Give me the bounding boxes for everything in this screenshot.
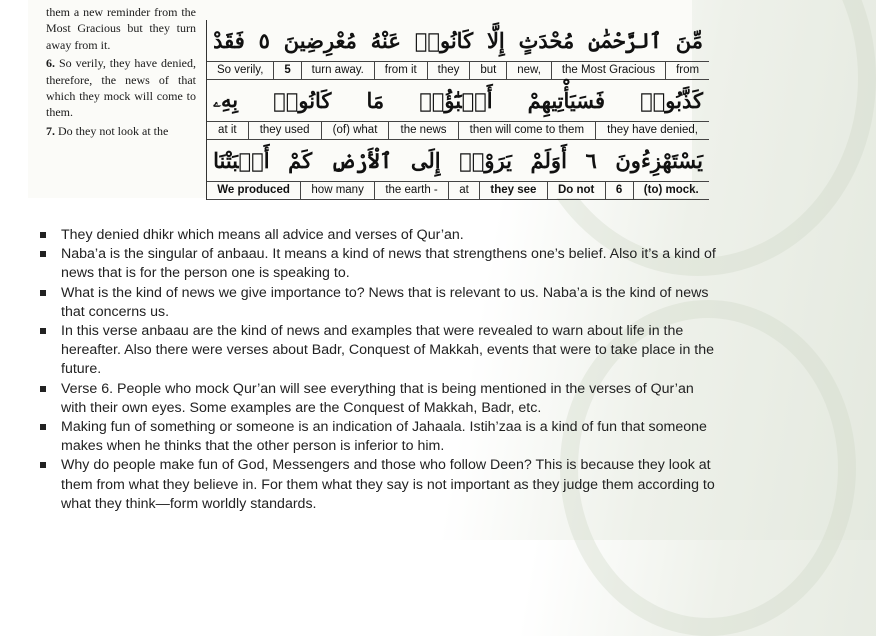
arabic-line-2 [207,80,709,120]
gloss-cell: the Most Gracious [551,62,665,79]
arabic-word: إِلَّا [486,27,505,53]
arabic-word: ٱلْأَرْضِ [330,147,393,173]
arabic-word: فَقَدْ [213,27,245,53]
gloss-cell: from [665,62,709,79]
gloss-cell: at it [218,124,237,136]
arabic-word: أَنۢبَتْنَا [213,147,270,173]
gloss-cell: Do not [547,182,605,199]
bullet-square-icon [40,290,46,296]
verse-end-marker: ٦ [585,147,597,173]
bullet-item [40,284,716,322]
gloss-cell: 6 [605,182,633,199]
bullet-text: Making fun of something or someone is an indication of Jahaala. Istih’zaa is a kind of fun that someone makes when he thinks that the other person is inferior to him. [61,419,707,455]
gloss-cell: (of) what [321,122,389,139]
bullet-text: What is the kind of news we give importance to? News that is relevant to us. Naba’a is the kind of news that concerns us. [61,284,709,320]
bullet-square-icon [40,462,46,468]
bullet-text: Why do people make fun of God, Messengers and those who follow Deen? This is because they look at them from what they believe in. For them what they say is not important as they judge them according to what they think—form worldly standards. [61,457,715,512]
arabic-word: كَانُوا۟ [273,87,332,113]
arabic-word: يَسْتَهْزِءُونَ [615,147,703,173]
gloss-cell: the earth - [374,182,448,199]
translation-paragraph [46,55,196,121]
arabic-word: كَانُوا۟ [414,27,474,53]
bullet-text: They denied dhikr which means all advice and verses of Qur’an. [61,227,464,243]
arabic-word: مَا [366,87,385,113]
bullet-text: Verse 6. People who mock Qur’an will see everything that is being mentioned in the verses of Qur’an with their own eyes. Some examples are the Conquest of Makkah, Badr, etc. [61,380,694,416]
arabic-word: أَوَلَمْ [530,147,567,173]
arabic-word: فَسَيَأْتِيهِمْ [527,87,606,113]
gloss-cell: but [469,62,506,79]
verse-end-marker: ٥ [258,27,270,53]
word-by-word-table [206,20,709,200]
bullet-square-icon [40,328,46,334]
gloss-cell: new, [506,62,551,79]
translation-column [46,4,196,139]
bullet-text: In this verse anbaau are the kind of news and examples that were revealed to warn about life in the hereafter. Also there were verses about Badr, Conquest of Makkah, events that were to take place in the future. [61,323,715,378]
gloss-cell: turn away. [301,62,374,79]
arabic-word: أَنۢبَٰٓؤُا۟ [419,87,493,113]
arabic-word: عَنْهُ [370,27,401,53]
gloss-cell: (to) mock. [633,182,709,199]
bullet-item [40,418,716,456]
arabic-word: ٱلرَّحْمَٰنِ [588,27,662,53]
bullet-item [40,380,716,418]
gloss-cell: the news [388,122,457,139]
bullet-item [40,456,716,514]
gloss-cell: they used [248,122,321,139]
bullet-item [40,245,716,283]
gloss-cell: from it [374,62,427,79]
verse-number: 6. [46,56,55,71]
gloss-cell: We produced [217,184,290,196]
translation-text: them a new reminder from the Most Gracious but they turn away from it. [46,5,196,52]
bullet-text: Naba’a is the singular of anbaau. It means a kind of news that strengthens one’s belief. Also it’s a kind of news that is for the person one is speaking to. [61,246,716,282]
bullet-square-icon [40,386,46,392]
quran-scan-image [28,0,703,198]
arabic-word: بِهِۦ [213,87,239,112]
english-gloss-line-1 [207,61,709,80]
arabic-line-1 [207,20,709,60]
verse-number: 7. [46,123,55,138]
gloss-cell: 5 [273,62,300,79]
english-gloss-line-2 [207,121,709,140]
bullet-square-icon [40,232,46,238]
bullet-item [40,226,716,245]
arabic-word: مِّنَ [675,27,703,53]
gloss-cell: they [427,62,470,79]
gloss-cell: they have denied, [595,122,709,139]
gloss-cell: So verily, [216,64,264,76]
bullet-square-icon [40,251,46,257]
arabic-line-3 [207,140,709,180]
english-gloss-line-3 [207,181,709,200]
gloss-cell: at [448,182,479,199]
gloss-cell: how many [300,182,374,199]
commentary-list [40,226,716,514]
translation-text: Do they not look at the [58,123,169,138]
translation-text: So verily, they have denied, therefore, the news of that which they mock will come to them. [46,56,197,120]
arabic-word: كَذَّبُوا۟ [640,87,703,113]
arabic-word: كَمْ [288,147,313,173]
bullet-item [40,322,716,380]
gloss-cell: then will come to them [458,122,596,139]
arabic-word: مُعْرِضِينَ [283,27,357,53]
arabic-word: مُحْدَثٍ [518,27,575,53]
gloss-cell: they see [479,182,547,199]
bullet-square-icon [40,424,46,430]
arabic-word: يَرَوْا۟ [459,147,512,173]
translation-paragraph [46,4,196,53]
arabic-word: إِلَى [410,147,441,173]
translation-paragraph [46,123,196,139]
